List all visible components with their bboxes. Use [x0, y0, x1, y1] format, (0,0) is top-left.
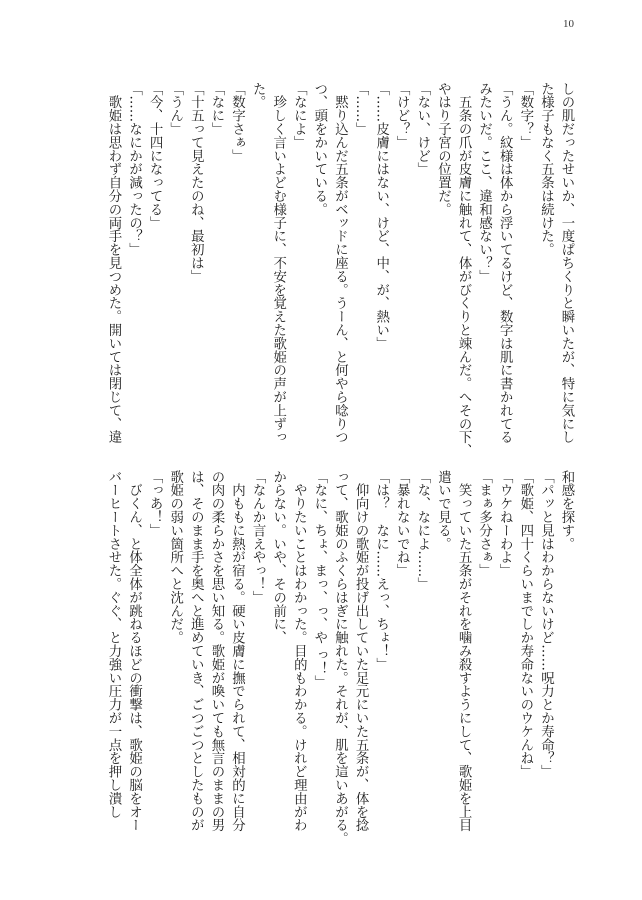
text-line: 五条の爪が皮膚に触れて、体がびくりと竦んだ。へその下、 — [456, 82, 472, 458]
text-line: 「暴れないでね」 — [394, 470, 410, 578]
text-line: やりたいことはわかった。目的もわかる。けれど理由がわ — [291, 470, 307, 832]
text-line: 「っあ！」 — [147, 470, 163, 537]
text-line: 「なに」 — [208, 82, 224, 136]
text-line: やはり子宮の位置だ。 — [435, 82, 451, 216]
text-line: 「ウケねーわよ」 — [497, 470, 513, 578]
text-line: 「今、十四になってる」 — [147, 82, 163, 230]
text-line: 「パッと見はわからないけど……呪力とか寿命？」 — [538, 470, 554, 779]
text-block-bottom — [105, 470, 576, 850]
text-line: 和感を探す。 — [559, 470, 574, 551]
text-line: た様子もなく五条は続けた。 — [538, 82, 554, 257]
text-line: 「数字？」 — [517, 82, 533, 149]
text-line: 「……なにかが減ったの？」 — [126, 82, 142, 257]
text-line: 遣いで見る。 — [435, 470, 451, 551]
text-line: 「ない、けど」 — [414, 82, 430, 176]
text-line: 「は？ なに……えっ、ちょ！」 — [373, 470, 389, 671]
text-line: 歌姫の弱い箇所へと沈んだ。 — [167, 470, 183, 645]
text-line: 「十五って見えたのね、最初は」 — [188, 82, 204, 283]
text-line: 「な、なによ……」 — [414, 470, 430, 591]
text-line: 仰向けの歌姫が投げ出していた足元にいた五条が、体を捻 — [353, 470, 369, 832]
page-number: 10 — [563, 18, 574, 30]
text-line: からない。いや、その前に、 — [270, 470, 286, 645]
text-line: って、歌姫のふくらはぎに触れた。それが、肌を這いあがる。 — [332, 470, 348, 846]
text-line: 「なんか言えやっ！」 — [250, 470, 266, 604]
text-line: しの肌だったせいか、一度ぱちくりと瞬いたが、特に気にし — [559, 82, 574, 444]
text-line: 「……」 — [353, 82, 369, 136]
text-line: 「まぁ多分さぁ」 — [476, 470, 492, 578]
text-line: 「なによ」 — [291, 82, 307, 149]
text-line: 内ももに熱が宿る。硬い皮膚に撫でられて、相対的に自分 — [229, 470, 245, 832]
text-line: 「なに、ちょ、まっ、っ、や っ！」 — [311, 470, 327, 689]
text-line: 笑っていた五条がそれを噛み殺すようにして、歌姫を上目 — [456, 470, 472, 832]
text-line: 「うん。紋様は体から浮いてるけど、数字は肌に書かれてる — [497, 82, 513, 444]
text-line: 歌姫は思わず自分の両手を見つめた。開いては閉じて、違 — [105, 82, 121, 444]
text-line: 「うん」 — [167, 82, 183, 136]
text-line: つ、頭をかいている。 — [311, 82, 327, 216]
text-line: 黙り込んだ五条がベッドに座る。うーん、と何やら唸りつ — [332, 82, 348, 444]
text-line: 「……皮膚にはない、けど、中、が、熱い」 — [373, 82, 389, 350]
text-line: 珍しく言いよどむ様子に、不安を覚えた歌姫の声が上ずっ — [270, 82, 286, 444]
text-block-top — [105, 82, 576, 458]
text-line: びくん、と体全体が跳ねるほどの衝撃は、歌姫の脳をオー — [126, 470, 142, 832]
text-line: た。 — [250, 82, 266, 109]
text-line: は、そのまま手を奥へと進めていき、ごつごつとしたものが — [188, 470, 204, 832]
text-line: の肉の柔らかさを思い知る。歌姫が喚いても無言のままの男 — [208, 470, 224, 832]
text-line: 「数字さぁ」 — [229, 82, 245, 163]
text-line: バーヒートさせた。ぐぐ、と力強い圧力が一点を押し潰し — [105, 470, 121, 819]
text-line: みたいだ。ここ、違和感ない？」 — [476, 82, 492, 283]
text-line: 「けど？」 — [394, 82, 410, 149]
text-line: 「歌姫、四十くらいまでしか寿命ないのウケんね」 — [517, 470, 533, 779]
